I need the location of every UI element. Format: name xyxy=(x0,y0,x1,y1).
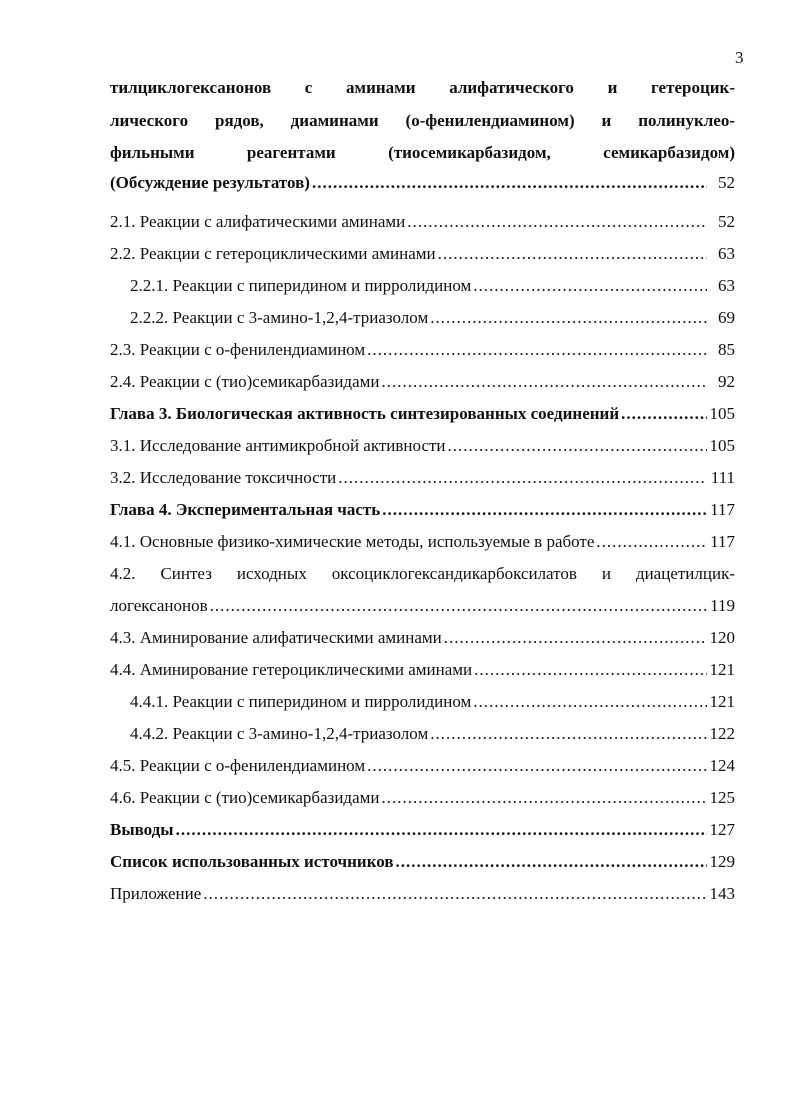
toc-entry-label: Глава 4. Экспериментальная часть xyxy=(110,500,381,519)
toc-entry-page: 69 xyxy=(718,308,735,327)
toc-entry-page: 125 xyxy=(709,788,735,807)
toc-entry xyxy=(110,627,735,649)
toc-entry-label: 2.4. Реакции с (тио)семикарбазидами xyxy=(110,372,380,391)
toc-entry-label: 2.2. Реакции с гетероциклическими аминами xyxy=(110,244,436,263)
toc-entry-page: 111 xyxy=(710,468,735,487)
toc-entry xyxy=(110,172,735,194)
toc-entry-label: 4.1. Основные физико-химические методы, используемые в работе xyxy=(110,532,595,551)
toc-entry-label: Приложение xyxy=(110,884,202,903)
toc-entry-page: 63 xyxy=(718,276,735,295)
toc-entry-label: 3.2. Исследование токсичности xyxy=(110,468,337,487)
toc-entry xyxy=(110,531,735,553)
toc-entry xyxy=(110,243,735,265)
leader-dots xyxy=(474,659,707,681)
toc-entry-label: 4.4.1. Реакции с пиперидином и пирролидином xyxy=(130,692,472,711)
toc-entry xyxy=(110,659,735,681)
toc-entry-label: 4.4.2. Реакции с 3-амино-1,2,4-триазолом xyxy=(130,724,429,743)
toc-entry-page: 143 xyxy=(709,884,735,903)
toc-entry-label: Глава 3. Биологическая активность синтезированных соединений xyxy=(110,404,620,423)
toc-entry xyxy=(110,787,735,809)
leader-dots xyxy=(396,851,707,873)
leader-dots xyxy=(382,499,707,521)
toc-entry xyxy=(130,275,735,297)
leader-dots xyxy=(430,723,707,745)
toc-entry-page: 85 xyxy=(718,340,735,359)
leader-dots xyxy=(338,467,707,489)
toc-entry-label: логексанонов xyxy=(110,596,208,615)
toc-entry-page: 63 xyxy=(718,244,735,263)
page-number: 3 xyxy=(735,48,744,67)
leader-dots xyxy=(367,339,707,361)
toc-entry xyxy=(130,307,735,329)
toc-entry xyxy=(130,723,735,745)
toc-entry-label: 3.1. Исследование антимикробной активности xyxy=(110,436,446,455)
toc-entry-page: 119 xyxy=(710,596,735,615)
toc-entry-page: 124 xyxy=(709,756,735,775)
toc-entry-label: Список использованных источников xyxy=(110,852,394,871)
toc-entry-label: 2.3. Реакции с о-фенилендиамином xyxy=(110,340,366,359)
toc-entry xyxy=(110,883,735,905)
toc-entry-label: (Обсуждение результатов) xyxy=(110,173,310,192)
leader-dots xyxy=(473,275,707,297)
toc-entry-page: 52 xyxy=(718,212,735,231)
leader-dots xyxy=(312,172,707,194)
toc-entry-page: 92 xyxy=(718,372,735,391)
toc-entry-page: 122 xyxy=(709,724,735,743)
intro-line: фильными реагентами (тиосемикарбазидом, семикарбазидом) xyxy=(110,143,735,162)
toc-entry-page: 120 xyxy=(709,628,735,647)
toc-entry-page: 121 xyxy=(709,692,735,711)
toc-entry-label: 2.2.2. Реакции с 3-амино-1,2,4-триазолом xyxy=(130,308,429,327)
toc-entry xyxy=(110,595,735,617)
leader-dots xyxy=(203,883,707,905)
toc-entry xyxy=(110,851,735,873)
toc-entry-page: 105 xyxy=(709,404,735,423)
leader-dots xyxy=(367,755,707,777)
toc-entry xyxy=(130,691,735,713)
toc-entry xyxy=(110,467,735,489)
toc-entry-page: 117 xyxy=(710,500,735,519)
leader-dots xyxy=(596,531,707,553)
toc-entry xyxy=(110,755,735,777)
leader-dots xyxy=(407,211,707,233)
toc-entry xyxy=(110,435,735,457)
intro-line: тилциклогексанонов с аминами алифатического и гетероцик- xyxy=(110,78,735,97)
toc-entry-page: 127 xyxy=(709,820,735,839)
toc-entry-page: 52 xyxy=(718,173,735,192)
leader-dots xyxy=(176,819,707,841)
leader-dots xyxy=(444,627,707,649)
toc-entry xyxy=(110,403,735,425)
leader-dots xyxy=(382,787,708,809)
toc-entry xyxy=(110,339,735,361)
toc-entry-label: 4.6. Реакции с (тио)семикарбазидами xyxy=(110,788,380,807)
leader-dots xyxy=(210,595,707,617)
toc-entry xyxy=(110,499,735,521)
toc-entry-page: 117 xyxy=(710,532,735,551)
toc-entry-label: 2.2.1. Реакции с пиперидином и пирролидином xyxy=(130,276,472,295)
toc-entry-page: 105 xyxy=(709,436,735,455)
toc-entry-label: 2.1. Реакции с алифатическими аминами xyxy=(110,212,406,231)
toc-entry xyxy=(110,819,735,841)
toc-entry-page: 121 xyxy=(709,660,735,679)
toc-entry xyxy=(110,371,735,393)
toc-entry-label: 4.3. Аминирование алифатическими аминами xyxy=(110,628,442,647)
toc-entry-label: 4.5. Реакции с о-фенилендиамином xyxy=(110,756,366,775)
toc-entry-label: 4.4. Аминирование гетероциклическими аминами xyxy=(110,660,473,679)
toc-entry xyxy=(110,211,735,233)
toc-entry-label: Выводы xyxy=(110,820,174,839)
leader-dots xyxy=(382,371,708,393)
leader-dots xyxy=(430,307,707,329)
intro-line: лического рядов, диаминами (о-фенилендиамином) и полинуклео- xyxy=(110,111,735,130)
toc-entry-first-line: 4.2. Синтез исходных оксоциклогександикарбоксилатов и диацетилцик- xyxy=(110,564,735,583)
toc-entry-page: 129 xyxy=(709,852,735,871)
leader-dots xyxy=(438,243,707,265)
leader-dots xyxy=(448,435,707,457)
leader-dots xyxy=(621,403,707,425)
leader-dots xyxy=(473,691,707,713)
